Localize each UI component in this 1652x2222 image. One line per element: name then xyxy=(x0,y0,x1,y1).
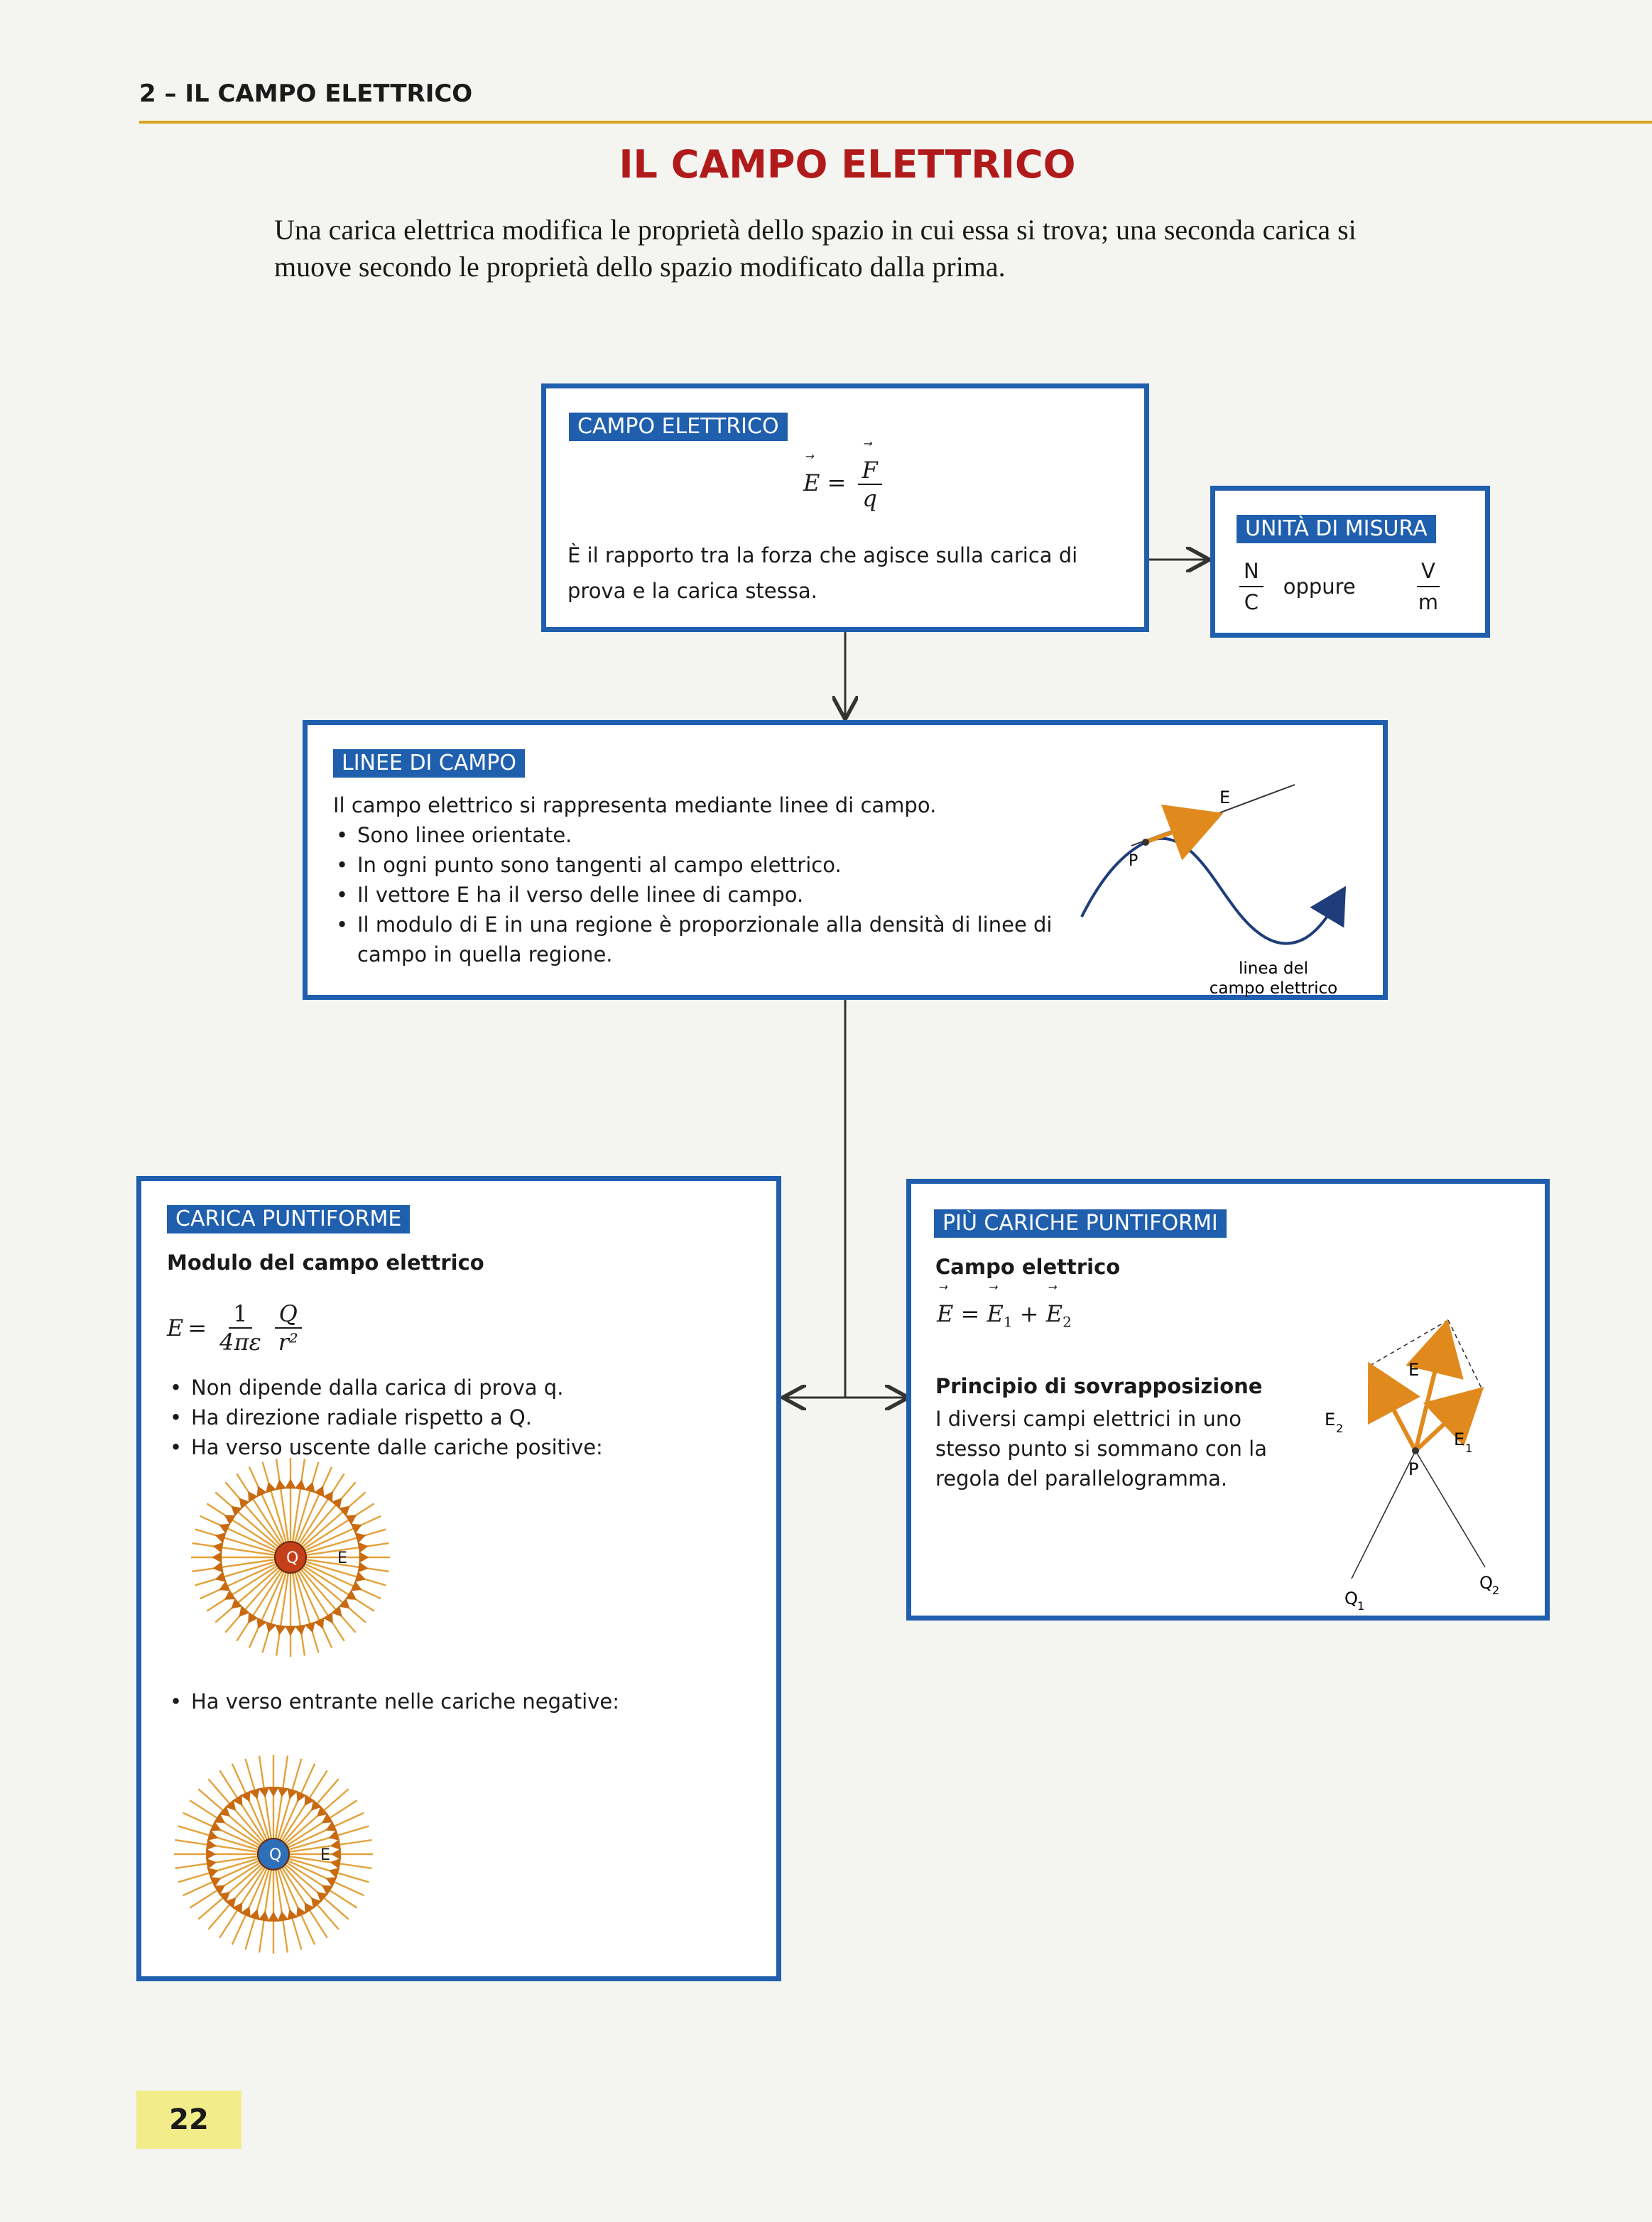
field-arrow xyxy=(330,1836,336,1837)
field-line xyxy=(282,1770,327,1841)
principle-title: Principio di sovrapposizione xyxy=(935,1374,1263,1398)
field-arrow xyxy=(344,1604,349,1608)
field-arrow xyxy=(300,1628,301,1634)
puntiforme-tag: CARICA PUNTIFORME xyxy=(167,1205,410,1233)
field-arrow xyxy=(280,1481,281,1487)
intro-paragraph: Una carica elettrica modifica le proprietà dello spazio in cui essa si trova; una seconda carica si muove secondo le proprietà dello spazio modificato dalla prima. xyxy=(274,214,1357,283)
field-arrow xyxy=(249,1493,251,1498)
field-arrow xyxy=(305,1800,308,1805)
label-P: P xyxy=(1408,1459,1419,1479)
svg-text:2: 2 xyxy=(1492,1584,1500,1597)
field-arrow xyxy=(224,1812,229,1815)
linee-intro: Il campo elettrico si rappresenta mediante linee di campo. xyxy=(333,793,937,817)
campo-formula: ⃗ E = ⃗ $\frac{F}{q}$ xyxy=(803,457,886,512)
field-arrow xyxy=(312,1899,315,1903)
e-vector-symbol: ⃗ E xyxy=(803,469,820,496)
field-arrow xyxy=(312,1805,315,1809)
force-over-charge-fraction: ⃗ $\frac{F}{q}$ xyxy=(858,457,882,512)
field-arrow xyxy=(231,1805,234,1809)
carica-puntiforme-box xyxy=(136,1176,781,1981)
field-line xyxy=(207,1503,277,1549)
field-arrow xyxy=(210,1845,215,1846)
parallelogram-diagram xyxy=(1309,1297,1543,1624)
field-arrow xyxy=(239,1800,241,1805)
fig-e-label: E xyxy=(1219,788,1231,807)
fig-caption-line1: linea del xyxy=(1238,959,1309,978)
campo-definition: È il rapporto tra la forza che agisce sulla carica di prova e la carica stessa. xyxy=(567,543,1078,603)
section-header: 2 – IL CAMPO ELETTRICO xyxy=(139,80,473,108)
label-Q1: Q xyxy=(1344,1589,1358,1608)
campo-elettrico-box xyxy=(541,383,1149,632)
field-arrow xyxy=(224,1892,229,1896)
field-arrow xyxy=(249,1618,251,1623)
field-line xyxy=(219,1770,265,1841)
field-arrow xyxy=(310,1483,312,1489)
field-arrow xyxy=(359,1535,365,1537)
field-arrow xyxy=(318,1812,322,1815)
field-arrow xyxy=(330,1870,336,1872)
principle-text: I diversi campi elettrici in uno stesso punto si sommano con la regola del parallelogramma. xyxy=(935,1407,1267,1491)
field-arrow xyxy=(214,1567,220,1568)
field-arrow xyxy=(323,1819,328,1822)
puntiforme-list xyxy=(167,1373,763,1462)
unita-misura-box xyxy=(1210,486,1490,638)
field-arrow xyxy=(212,1836,217,1837)
field-line xyxy=(190,1800,260,1846)
page-number: 22 xyxy=(136,2091,241,2149)
piu-cariche-box xyxy=(906,1179,1550,1621)
linee-content xyxy=(333,790,1107,969)
linee-item: • Il vettore E ha il verso delle linee di campo. xyxy=(333,880,1107,910)
field-arrow xyxy=(232,1507,237,1510)
positive-charge-radial-field xyxy=(184,1451,397,1664)
field-arrow xyxy=(231,1899,234,1903)
field-arrow xyxy=(329,1493,332,1498)
puntiforme-negative-item: • Ha verso entrante nelle cariche negative: xyxy=(167,1687,763,1716)
field-arrow xyxy=(305,1904,308,1909)
field-arrow xyxy=(264,1912,265,1918)
negative-charge-radial-field xyxy=(167,1748,380,1961)
puntiforme-subtitle: Modulo del campo elettrico xyxy=(167,1251,484,1275)
field-arrow xyxy=(351,1596,356,1599)
e-label: E xyxy=(337,1550,347,1567)
field-arrow xyxy=(217,1535,222,1537)
field-arrow xyxy=(290,1911,291,1917)
field-arrow xyxy=(337,1499,341,1503)
field-arrow xyxy=(290,1792,291,1798)
svg-text:2: 2 xyxy=(1336,1422,1344,1435)
field-arrow xyxy=(255,1792,256,1798)
puntiforme-item: • Ha verso uscente dalle cariche positive: xyxy=(167,1432,763,1462)
coulomb-field-formula: E = $\frac{1}{4\pi\varepsilon}$ $\frac{Q}{\text{r²}}$ xyxy=(167,1300,307,1356)
svg-text:1: 1 xyxy=(1357,1599,1365,1613)
field-arrow xyxy=(359,1577,365,1579)
piu-subtitle: Campo elettrico xyxy=(935,1255,1121,1279)
field-arrow xyxy=(268,1626,270,1632)
field-arrow xyxy=(268,1483,270,1489)
field-arrow xyxy=(226,1596,231,1599)
field-line xyxy=(207,1566,277,1611)
field-arrow xyxy=(318,1892,322,1896)
field-arrow xyxy=(217,1577,222,1579)
field-arrow xyxy=(337,1611,341,1616)
field-arrow xyxy=(351,1515,356,1518)
field-line-diagram xyxy=(1060,768,1387,1002)
svg-text:1: 1 xyxy=(1465,1442,1473,1455)
field-line xyxy=(237,1571,282,1641)
campo-elettrico-tag: CAMPO ELETTRICO xyxy=(569,413,788,441)
page-title: IL CAMPO ELETTRICO xyxy=(619,142,1076,187)
field-line xyxy=(299,1474,344,1544)
field-arrow xyxy=(240,1499,244,1503)
fig-p-label: P xyxy=(1129,852,1139,870)
linee-di-campo-box xyxy=(303,720,1388,1000)
piu-tag: PIÙ CARICHE PUNTIFORMI xyxy=(934,1209,1227,1238)
field-arrow xyxy=(226,1515,231,1518)
field-arrow xyxy=(255,1911,256,1917)
field-arrow xyxy=(332,1845,337,1846)
field-line xyxy=(287,1800,357,1846)
field-line xyxy=(304,1566,374,1611)
field-line xyxy=(190,1863,260,1908)
field-arrow xyxy=(300,1481,301,1487)
e-label: E xyxy=(320,1846,330,1864)
field-line xyxy=(299,1571,344,1641)
fig-caption-line2: campo elettrico xyxy=(1209,979,1338,998)
unit-expression: $\frac{N}{C}$ oppure $\frac{V}{m}$ xyxy=(1235,556,1447,617)
linee-item: • Il modulo di E in una regione è proporzionale alla densità di linee di campo in quella regione. xyxy=(333,910,1107,969)
field-line xyxy=(237,1474,282,1544)
charge-label: Q xyxy=(269,1846,282,1864)
field-arrow xyxy=(212,1870,217,1872)
label-Q2: Q xyxy=(1479,1573,1493,1593)
linee-tag: LINEE DI CAMPO xyxy=(333,749,525,778)
field-arrow xyxy=(323,1886,328,1889)
field-arrow xyxy=(232,1604,237,1608)
puntiforme-item: • Non dipende dalla carica di prova q. xyxy=(167,1373,763,1403)
field-line xyxy=(304,1503,374,1549)
label-E2: E xyxy=(1325,1410,1336,1429)
field-arrow xyxy=(282,1790,283,1796)
puntiforme-item: • Ha direzione radiale rispetto a Q. xyxy=(167,1403,763,1432)
linee-item: • In ogni punto sono tangenti al campo elettrico. xyxy=(333,850,1107,880)
field-arrow xyxy=(264,1790,265,1796)
field-arrow xyxy=(362,1567,367,1568)
superposition-formula: ⃗ E = ⃗ $E_1$ + ⃗ $E_2$ xyxy=(937,1300,1072,1330)
field-arrow xyxy=(239,1904,241,1909)
label-E: E xyxy=(1408,1360,1420,1380)
charge-label: Q xyxy=(286,1550,299,1567)
field-arrow xyxy=(280,1628,281,1634)
field-line xyxy=(282,1868,327,1938)
field-arrow xyxy=(240,1611,244,1616)
field-arrow xyxy=(282,1912,283,1918)
field-arrow xyxy=(344,1507,349,1510)
field-line xyxy=(219,1868,265,1938)
field-arrow xyxy=(219,1886,224,1889)
field-arrow xyxy=(219,1819,224,1822)
field-line xyxy=(287,1863,357,1908)
field-arrow xyxy=(329,1618,332,1623)
label-E1: E xyxy=(1454,1429,1465,1449)
linee-item: • Sono linee orientate. xyxy=(333,820,1107,850)
field-arrow xyxy=(310,1626,312,1632)
unita-tag: UNITÀ DI MISURA xyxy=(1237,515,1436,543)
